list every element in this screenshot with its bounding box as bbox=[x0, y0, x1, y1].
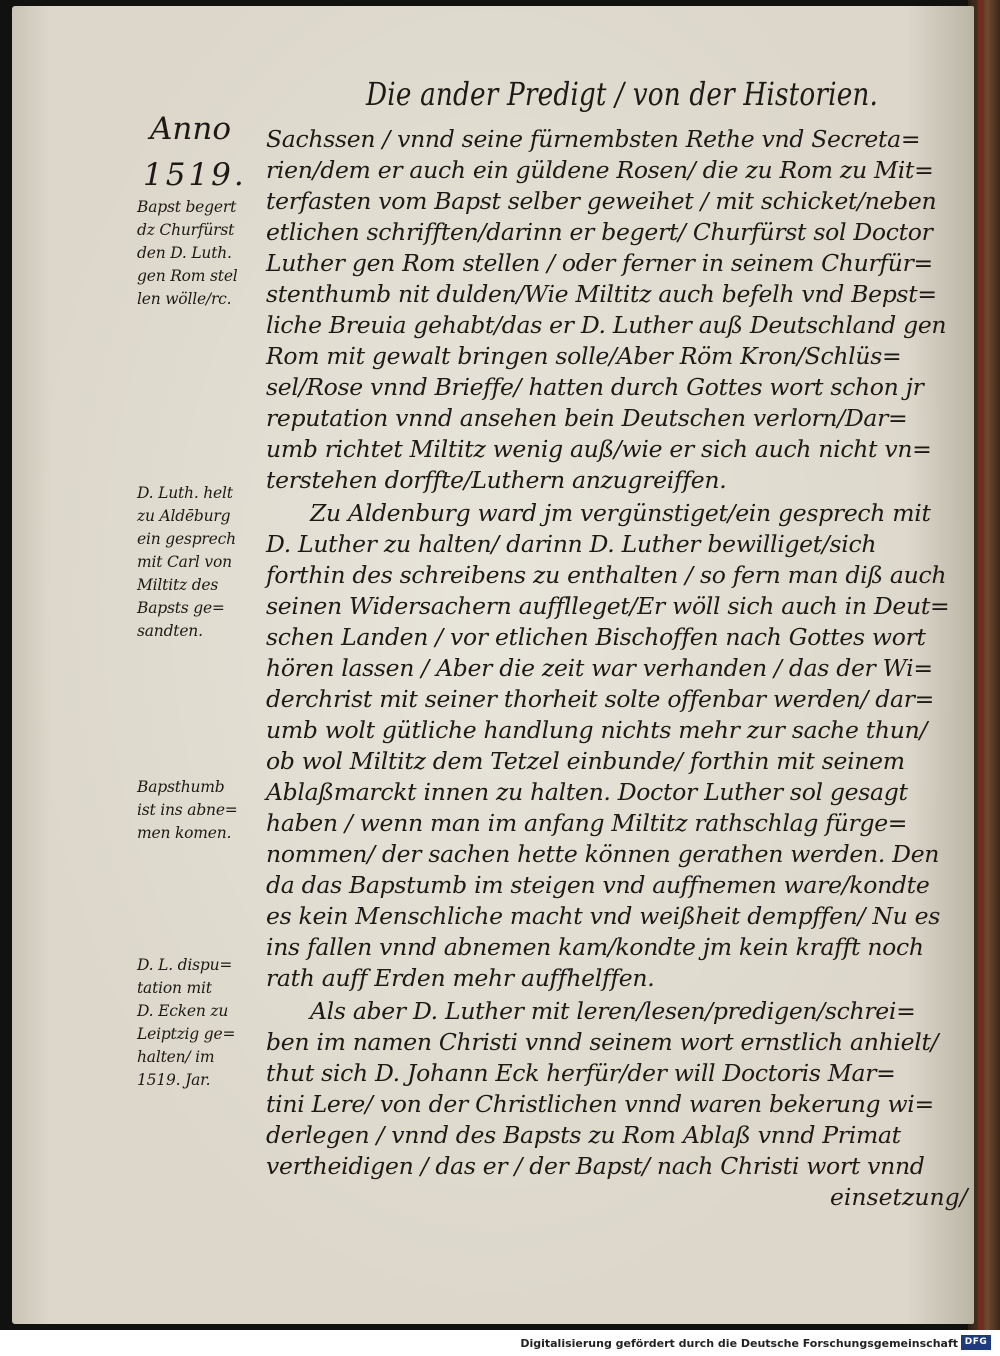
text-line: haben / wenn man im anfang Miltitz rathschlag fürge= bbox=[266, 809, 908, 837]
text-line: Rom mit gewalt bringen solle/Aber Röm Kron/Schlüs= bbox=[266, 342, 902, 370]
text-line: etlichen schrifften/darinn er begert/ Churfürst sol Doctor bbox=[266, 218, 933, 246]
text-line: nommen/ der sachen hette können gerathen werden. Den bbox=[266, 840, 940, 868]
year-label-anno: Anno bbox=[150, 111, 231, 147]
text-line: tini Lere/ von der Christlichen vnnd waren bekerung wi= bbox=[266, 1090, 934, 1118]
text-line: ins fallen vnnd abnemen kam/kondte jm kein krafft noch bbox=[266, 933, 924, 961]
marginal-note-line: den D. Luth. bbox=[137, 244, 232, 262]
text-line: D. Luther zu halten/ darinn D. Luther bewilliget/sich bbox=[266, 530, 877, 558]
marginal-note-line: gen Rom stel bbox=[137, 267, 238, 285]
text-line: ben im namen Christi vnnd seinem wort ernstlich anhielt/ bbox=[266, 1028, 939, 1056]
marginal-note-line: Bapsts ge= bbox=[137, 599, 225, 617]
text-line: forthin des schreibens zu enthalten / so fern man diß auch bbox=[266, 561, 947, 589]
marginal-note-line: ist ins abne= bbox=[137, 801, 238, 819]
marginal-note-line: ein gesprech bbox=[137, 530, 236, 548]
running-head: Die ander Predigt / von der Historien. bbox=[366, 75, 879, 113]
funding-credit: Digitalisierung gefördert durch die Deutsche Forschungsgemeinschaft bbox=[520, 1337, 958, 1350]
text-line: ob wol Miltitz dem Tetzel einbunde/ forthin mit seinem bbox=[266, 747, 905, 775]
marginal-note-line: Bapsthumb bbox=[137, 778, 225, 796]
marginal-note-line: Miltitz des bbox=[137, 576, 219, 594]
text-line: Ablaßmarckt innen zu halten. Doctor Luther sol gesagt bbox=[266, 778, 908, 806]
marginal-note-line: zu Aldēburg bbox=[137, 507, 231, 525]
text-line: terfasten vom Bapst selber geweihet / mit schicket/neben bbox=[266, 187, 937, 215]
text-line: sel/Rose vnnd Brieffe/ hatten durch Gottes wort schon jr bbox=[266, 373, 924, 401]
marginal-note-line: halten/ im bbox=[137, 1048, 215, 1066]
marginal-note-line: Leiptzig ge= bbox=[137, 1025, 236, 1043]
marginal-note-line: dz Churfürst bbox=[137, 221, 235, 239]
year-label-number: 1519. bbox=[143, 157, 247, 193]
marginal-note-line: mit Carl von bbox=[137, 553, 232, 571]
text-line-paragraph-start: Zu Aldenburg ward jm vergünstiget/ein gesprech mit bbox=[310, 499, 931, 527]
text-line: hören lassen / Aber die zeit war verhanden / das der Wi= bbox=[266, 654, 933, 682]
marginal-note-line: D. Ecken zu bbox=[137, 1002, 229, 1020]
catchword: einsetzung/ bbox=[830, 1183, 968, 1211]
marginal-note-line: sandten. bbox=[137, 622, 203, 640]
marginal-note-line: men komen. bbox=[137, 824, 232, 842]
text-line: schen Landen / vor etlichen Bischoffen nach Gottes wort bbox=[266, 623, 926, 651]
book-spine-red-edge bbox=[978, 0, 984, 1330]
text-line: stenthumb nit dulden/Wie Miltitz auch befelh vnd Bepst= bbox=[266, 280, 937, 308]
dfg-logo[interactable]: DFG bbox=[961, 1335, 991, 1350]
text-line: thut sich D. Johann Eck herfür/der will Doctoris Mar= bbox=[266, 1059, 896, 1087]
marginal-note-line: D. Luth. helt bbox=[137, 484, 233, 502]
text-line: derlegen / vnnd des Bapsts zu Rom Ablaß vnnd Primat bbox=[266, 1121, 901, 1149]
marginal-note-line: D. L. dispu= bbox=[137, 956, 233, 974]
marginal-note-line: tation mit bbox=[137, 979, 212, 997]
text-line: umb wolt gütliche handlung nichts mehr zur sache thun/ bbox=[266, 716, 928, 744]
text-line: seinen Widersachern aufflleget/Er wöll sich auch in Deut= bbox=[266, 592, 950, 620]
text-line: reputation vnnd ansehen bein Deutschen verlorn/Dar= bbox=[266, 404, 908, 432]
text-line: terstehen dorffte/Luthern anzugreiffen. bbox=[266, 466, 727, 494]
marginal-note-line: Bapst begert bbox=[137, 198, 237, 216]
text-line-paragraph-start: Als aber D. Luther mit leren/lesen/predigen/schrei= bbox=[310, 997, 916, 1025]
text-line: es kein Menschliche macht vnd weißheit dempffen/ Nu es bbox=[266, 902, 941, 930]
text-line: derchrist mit seiner thorheit solte offenbar werden/ dar= bbox=[266, 685, 935, 713]
marginal-note-line: len wölle/rc. bbox=[137, 290, 232, 308]
text-line: rath auff Erden mehr auffhelffen. bbox=[266, 964, 655, 992]
text-line: rien/dem er auch ein güldene Rosen/ die zu Rom zu Mit= bbox=[266, 156, 934, 184]
text-line: liche Breuia gehabt/das er D. Luther auß Deutschland gen bbox=[266, 311, 947, 339]
text-line: vertheidigen / das er / der Bapst/ nach Christi wort vnnd bbox=[266, 1152, 925, 1180]
text-line: Luther gen Rom stellen / oder ferner in seinem Churfür= bbox=[266, 249, 933, 277]
marginal-note-line: 1519. Jar. bbox=[137, 1071, 211, 1089]
text-line: da das Bapstumb im steigen vnd auffnemen ware/kondte bbox=[266, 871, 930, 899]
text-line: Sachssen / vnnd seine fürnembsten Rethe vnd Secreta= bbox=[266, 125, 921, 153]
text-line: umb richtet Miltitz wenig auß/wie er sich auch nicht vn= bbox=[266, 435, 932, 463]
